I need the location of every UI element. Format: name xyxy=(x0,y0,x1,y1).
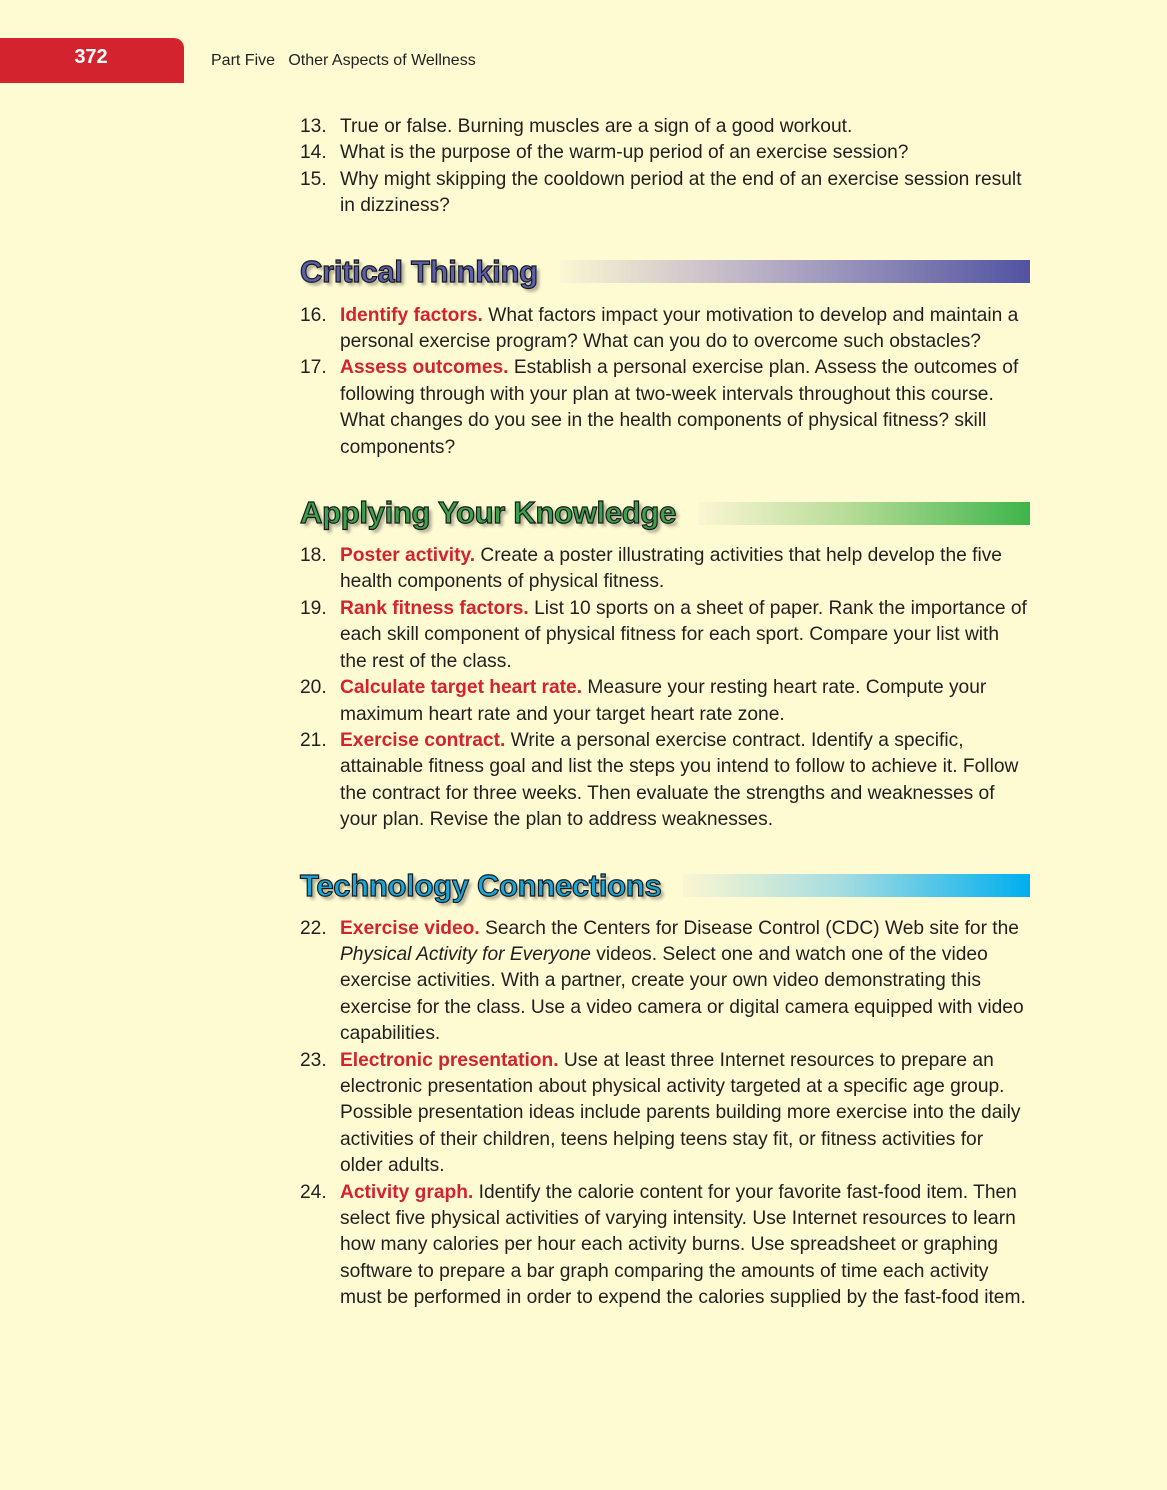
item-lead: Rank fitness factors. xyxy=(340,597,529,619)
list-item: 17. Assess outcomes. Establish a personal exercise plan. Assess the outcomes of following through with your plan at two-week intervals throughout this course. What changes do you see in the health components of physical fitness? skill components? xyxy=(300,357,1019,458)
list-item: 21. Exercise contract. Write a personal exercise contract. Identify a specific, attainable fitness goal and list the steps you intend to follow to achieve it. Follow the contract for three weeks. Then evaluate the strengths and weaknesses of your plan. Revise the plan to address weaknesses. xyxy=(300,729,1019,831)
item-lead: Exercise video. xyxy=(340,917,480,939)
list-item: 18. Poster activity. Create a poster illustrating activities that help develop the five health components of physical fitness. xyxy=(300,545,1002,593)
item-lead: Poster activity. xyxy=(340,545,476,567)
item-lead: Exercise contract. xyxy=(340,729,506,751)
page-number: 372 xyxy=(74,46,108,68)
list-item: 22. Exercise video. Search the Centers for Disease Control (CDC) Web site for the Physical Activity for Everyone videos. Select one and watch one of the video exercise activities. With a partner, create your own video demonstrating this exercise for the class. Use a video camera or digital camera equipped with video capabilities. xyxy=(300,917,1024,1045)
section-title: Critical Thinking xyxy=(300,253,538,289)
gradient-bar xyxy=(683,874,1030,897)
item-lead: Calculate target heart rate. xyxy=(340,677,583,699)
list-item: 14. What is the purpose of the warm-up period of an exercise session? xyxy=(300,142,909,164)
gradient-bar xyxy=(698,502,1030,525)
running-head: Part Five Other Aspects of Wellness xyxy=(211,52,476,69)
list-item: 15. Why might skipping the cooldown period at the end of an exercise session result in dizziness? xyxy=(300,168,1022,217)
gradient-bar xyxy=(560,260,1030,283)
page-number-tab xyxy=(0,38,184,83)
item-lead: Activity graph. xyxy=(340,1181,474,1203)
section-title: Technology Connections xyxy=(300,867,662,903)
video-series-title: Physical Activity for Everyone xyxy=(340,943,591,965)
list-item: 23. Electronic presentation. Use at least three Internet resources to prepare an electronic presentation about physical activity targeted at a specific age group. Possible presentation ideas include parents building more exercise into the daily activities of their children, teens helping teens stay fit, or fitness activities for older adults. xyxy=(300,1049,1021,1177)
section-heading-technology-connections xyxy=(300,864,1030,908)
item-lead: Electronic presentation. xyxy=(340,1049,559,1071)
list-item: 16. Identify factors. What factors impact your motivation to develop and maintain a personal exercise program? What can you do to overcome such obstacles? xyxy=(300,304,1019,353)
section-heading-applying-your-knowledge xyxy=(300,491,1030,535)
technology-connections-list xyxy=(300,916,1030,1312)
applying-knowledge-list xyxy=(300,543,1030,833)
section-heading-critical-thinking xyxy=(300,250,1030,294)
item-lead: Identify factors. xyxy=(340,304,483,326)
list-item: 20. Calculate target heart rate. Measure your resting heart rate. Compute your maximum heart rate and your target heart rate zone. xyxy=(300,677,987,725)
critical-thinking-list xyxy=(300,303,1030,461)
list-item: 24. Activity graph. Identify the calorie content for your favorite fast-food item. Then select five physical activities of varying intensity. Use Internet resources to learn how many calories per hour each activity burns. Use spreadsheet or graphing software to prepare a bar graph comparing the amounts of time each activity must be performed in order to expend the calories supplied by the fast-food item. xyxy=(300,1181,1026,1309)
page-content xyxy=(300,114,1030,1312)
list-item: 19. Rank fitness factors. List 10 sports on a sheet of paper. Rank the importance of each skill component of physical fitness for each sport. Compare your list with the rest of the class. xyxy=(300,597,1027,672)
list-item: 13. True or false. Burning muscles are a sign of a good workout. xyxy=(300,116,853,137)
item-lead: Assess outcomes. xyxy=(340,357,509,379)
section-title: Applying Your Knowledge xyxy=(300,495,677,531)
review-questions xyxy=(300,114,1030,220)
